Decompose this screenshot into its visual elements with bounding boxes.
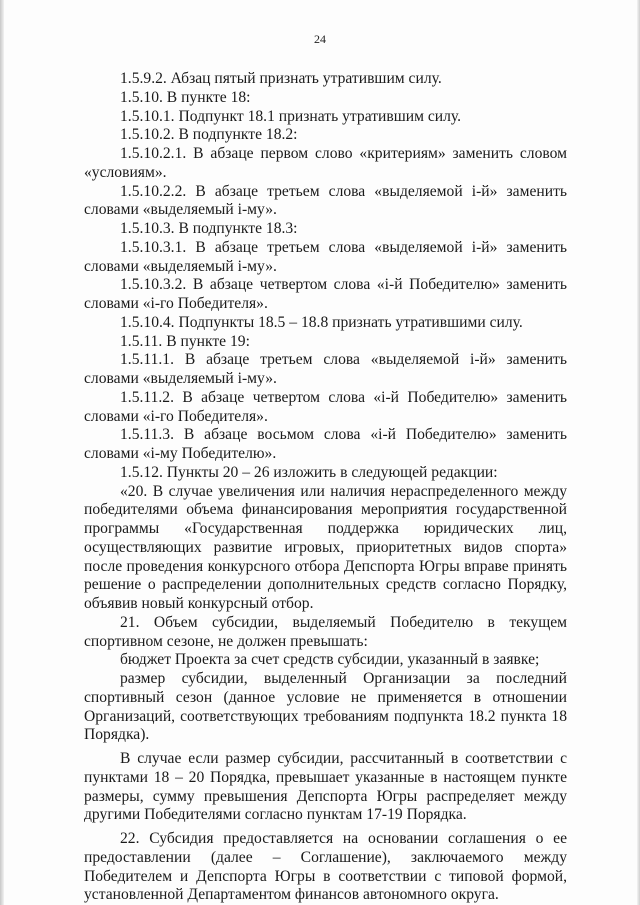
scan-edge-left [0,0,4,905]
paragraph-item-21-subsidy-size: размер субсидии, выделенный Организации за последний спортивный сезон (данное условие не применяется в отношении Организаций, соответствующих требованиям подпункта 18.2 пункта 18 Порядка). [84,670,567,744]
paragraph-1-5-10-2-1: 1.5.10.2.1. В абзаце первом слово «критериям» заменить словом «условиям». [84,145,567,181]
paragraph-item-22: 22. Субсидия предоставляется на основании соглашения о ее предоставлении (далее – Соглашение), заключаемого между Победителем и Депспорта Югры в соответствии с типовой формой, установленной Департаментом финансов автономного округа. [84,830,567,904]
paragraph-1-5-11-2: 1.5.11.2. В абзаце четвертом слова «i-й Победителю» заменить словами «i-го Победителя». [84,388,567,425]
paragraph-1-5-9-2: 1.5.9.2. Абзац пятый признать утратившим силу. [120,70,442,87]
paragraph-1-5-10-3: 1.5.10.3. В подпункте 18.3: [120,220,298,237]
paragraph-item-20: «20. В случае увеличения или наличия нераспределенного между победителями объема финансирования мероприятия государственной программы «Государственная поддержка юридических лиц, осуществляющих развитие игровых, приоритетных видов спорта» после проведения конкурсного отбора Депспорта Югры вправе принять решение о распределении дополнительных средств согласно Порядку, объявив новый конкурсный отбор. [84,482,567,612]
paragraph-1-5-10: 1.5.10. В пункте 18: [120,88,251,106]
document-body [84,70,567,905]
paragraph-item-21: 21. Объем субсидии, выделяемый Победителю в текущем спортивном сезоне, не должен превышать: [84,613,567,650]
paragraph-1-5-10-3-2: 1.5.10.3.2. В абзаце четвертом слова «i-й Победителю» заменить словами «i-го Победителя». [84,276,567,312]
paragraph-1-5-10-2: 1.5.10.2. В подпункте 18.2: [120,126,298,144]
paragraph-1-5-10-1: 1.5.10.1. Подпункт 18.1 признать утратившим силу. [120,107,462,125]
paragraph-1-5-11-3: 1.5.11.3. В абзаце восьмом слова «i-й Победителю» заменить словами «i-му Победителю». [84,426,567,462]
paragraph-1-5-11: 1.5.11. В пункте 19: [120,332,250,350]
page-number: 24 [314,32,326,46]
paragraph-item-21-budget: бюджет Проекта за счет средств субсидии, указанный в заявке; [120,651,540,669]
paragraph-1-5-11-1: 1.5.11.1. В абзаце третьем слова «выделяемой i-й» заменить словами «выделяемый i-му». [84,351,567,387]
paragraph-item-21-excess: В случае если размер субсидии, рассчитанный в соответствии с пунктами 18 – 20 Порядка, превышает указанные в настоящем пункте размеры, сумму превышения Депспорта Югры распределяет между другими Победителями согласно пунктам 17-19 Порядка. [84,750,567,824]
paragraph-1-5-10-4: 1.5.10.4. Подпункты 18.5 – 18.8 признать утратившими силу. [120,313,523,331]
paragraph-1-5-10-2-2: 1.5.10.2.2. В абзаце третьем слова «выделяемой i-й» заменить словами «выделяемый i-му». [84,182,567,219]
paragraph-1-5-10-3-1: 1.5.10.3.1. В абзаце третьем слова «выделяемой i-й» заменить словами «выделяемый i-му». [84,238,567,275]
paragraph-1-5-12: 1.5.12. Пункты 20 – 26 изложить в следующей редакции: [120,463,498,481]
